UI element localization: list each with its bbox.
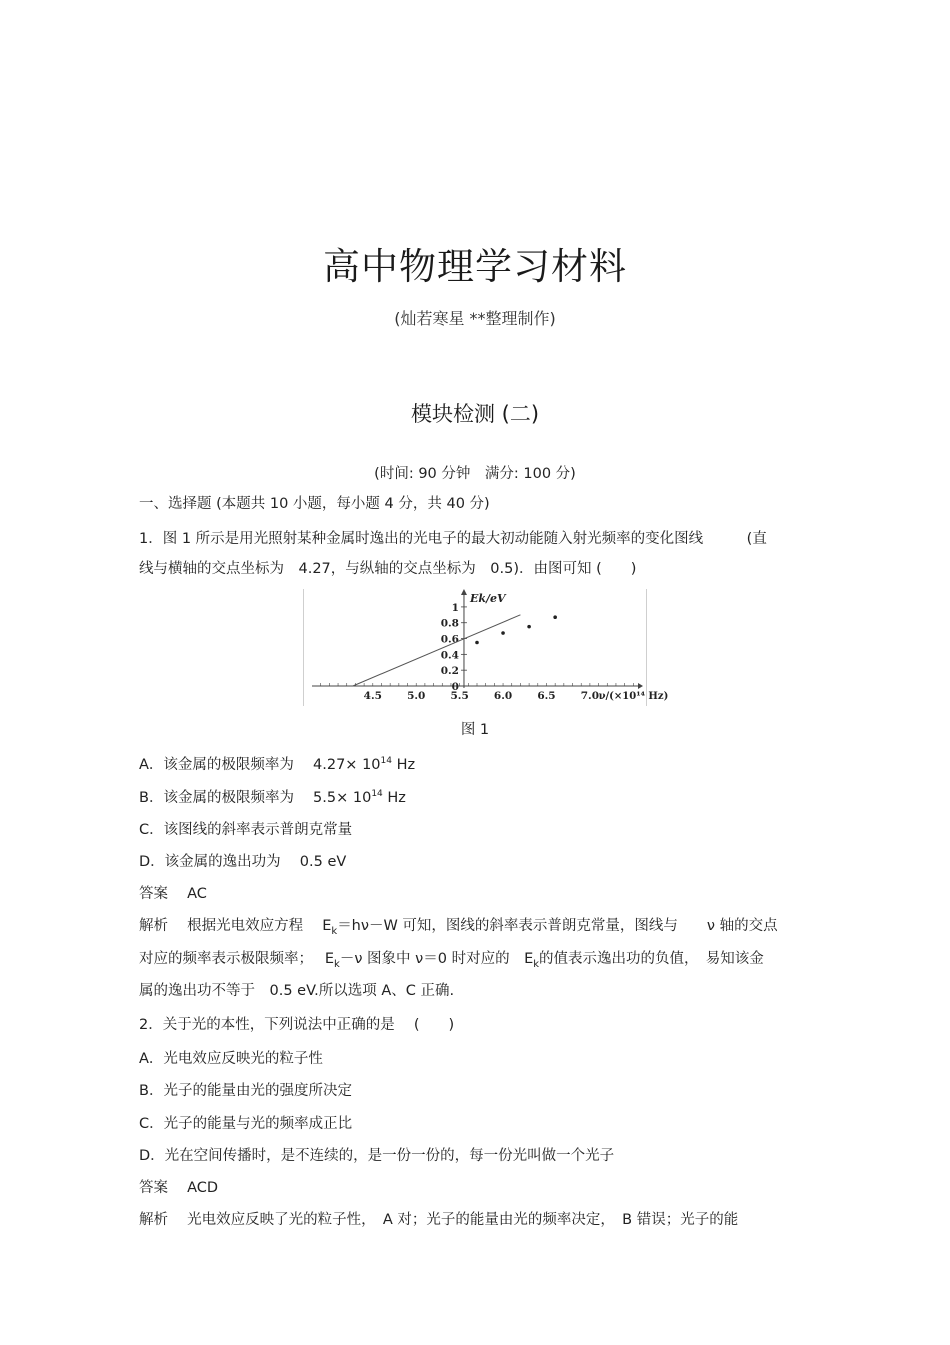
q2-option-c: C．光子的能量与光的频率成正比 — [139, 1116, 353, 1132]
q2-option-a: A．光电效应反映光的粒子性 — [139, 1051, 323, 1067]
q1-explanation-line3: 属的逸出功不等于 0.5 eV.所以选项 A、C 正确. — [139, 983, 455, 999]
q1-answer: 答案 AC — [139, 886, 207, 902]
data-point — [501, 631, 505, 635]
figure-caption: 图 1 — [460, 722, 490, 738]
data-line — [353, 615, 521, 686]
q1-explanation-line1: 解析 根据光电效应方程 $E_k=h\nu-W$ 可知，图线的斜率表示普朗克常量，图线与 ν 轴的交点 — [139, 918, 778, 937]
q1-option-c: C．该图线的斜率表示普朗克常量 — [139, 822, 353, 838]
document-subtitle: (灿若寒星 **整理制作) — [394, 309, 556, 328]
y-tick-label: 1 — [451, 601, 459, 614]
x-axis-arrow — [638, 683, 643, 689]
data-point — [527, 625, 531, 629]
y-tick-label: 0.8 — [440, 617, 459, 630]
q2-stem: 2．关于光的本性，下列说法中正确的是 ( ) — [139, 1017, 455, 1033]
y-tick-label: 0.6 — [440, 633, 459, 646]
document-title: 高中物理学习材料 — [323, 245, 627, 288]
q2-answer: 答案 ACD — [139, 1180, 219, 1196]
x-tick-label: 7.0 — [580, 690, 600, 702]
q1-stem-line1: 1．图 1 所示是用光照射某种金属时逸出的光电子的最大初动能随入射光频率的变化图线 (直 — [139, 531, 767, 547]
q1-stem-line2: 线与横轴的交点坐标为 4.27，与纵轴的交点坐标为 0.5)．由图可知 ( ) — [139, 561, 637, 577]
x-tick-label: 5.5 — [450, 690, 469, 702]
x-tick-label: 6.0 — [493, 690, 513, 702]
x-tick-label: 4.5 — [363, 690, 382, 702]
x-axis-label: ν/(×10¹⁴ Hz) — [598, 691, 669, 702]
y-axis-arrow — [461, 589, 467, 595]
module-title: 模块检测 (二) — [410, 402, 540, 426]
q1-explanation-line2: 对应的频率表示极限频率； $E_k-\nu$ 图象中 ν＝0 时对应的 $E_k$的值表示逸出功的负值， 易知该金 — [139, 951, 764, 970]
q1-option-b: B．该金属的极限频率为 $5.5\times 10^{14}$ Hz — [139, 789, 406, 806]
exam-info: (时间: 90 分钟 满分: 100 分) — [374, 466, 576, 482]
q2-option-b: B．光子的能量由光的强度所决定 — [139, 1083, 352, 1099]
section-heading: 一、选择题 (本题共 10 小题，每小题 4 分，共 40 分) — [139, 496, 490, 512]
y-tick-label: 0.4 — [440, 649, 459, 662]
x-tick-label: 6.5 — [537, 690, 556, 702]
q2-explanation-line1: 解析 光电效应反映了光的粒子性， A 对；光子的能量由光的频率决定， B 错误；光子的能 — [139, 1212, 739, 1228]
q1-option-a: A．该金属的极限频率为 $4.27\times 10^{14}$ Hz — [139, 756, 416, 773]
figure-1-chart — [303, 589, 669, 706]
y-axis-label: Ek/eV — [469, 592, 506, 605]
q2-option-d: D．光在空间传播时，是不连续的，是一份一份的，每一份光叫做一个光子 — [139, 1148, 615, 1164]
y-tick-label: 0 — [451, 681, 459, 693]
data-point — [475, 641, 479, 645]
q1-option-d: D．该金属的逸出功为 0.5 eV — [139, 854, 347, 870]
data-point — [553, 615, 557, 619]
ek-frequency-graph — [304, 589, 669, 706]
y-tick-label: 0.2 — [440, 665, 459, 678]
x-tick-label: 5.0 — [407, 690, 426, 702]
